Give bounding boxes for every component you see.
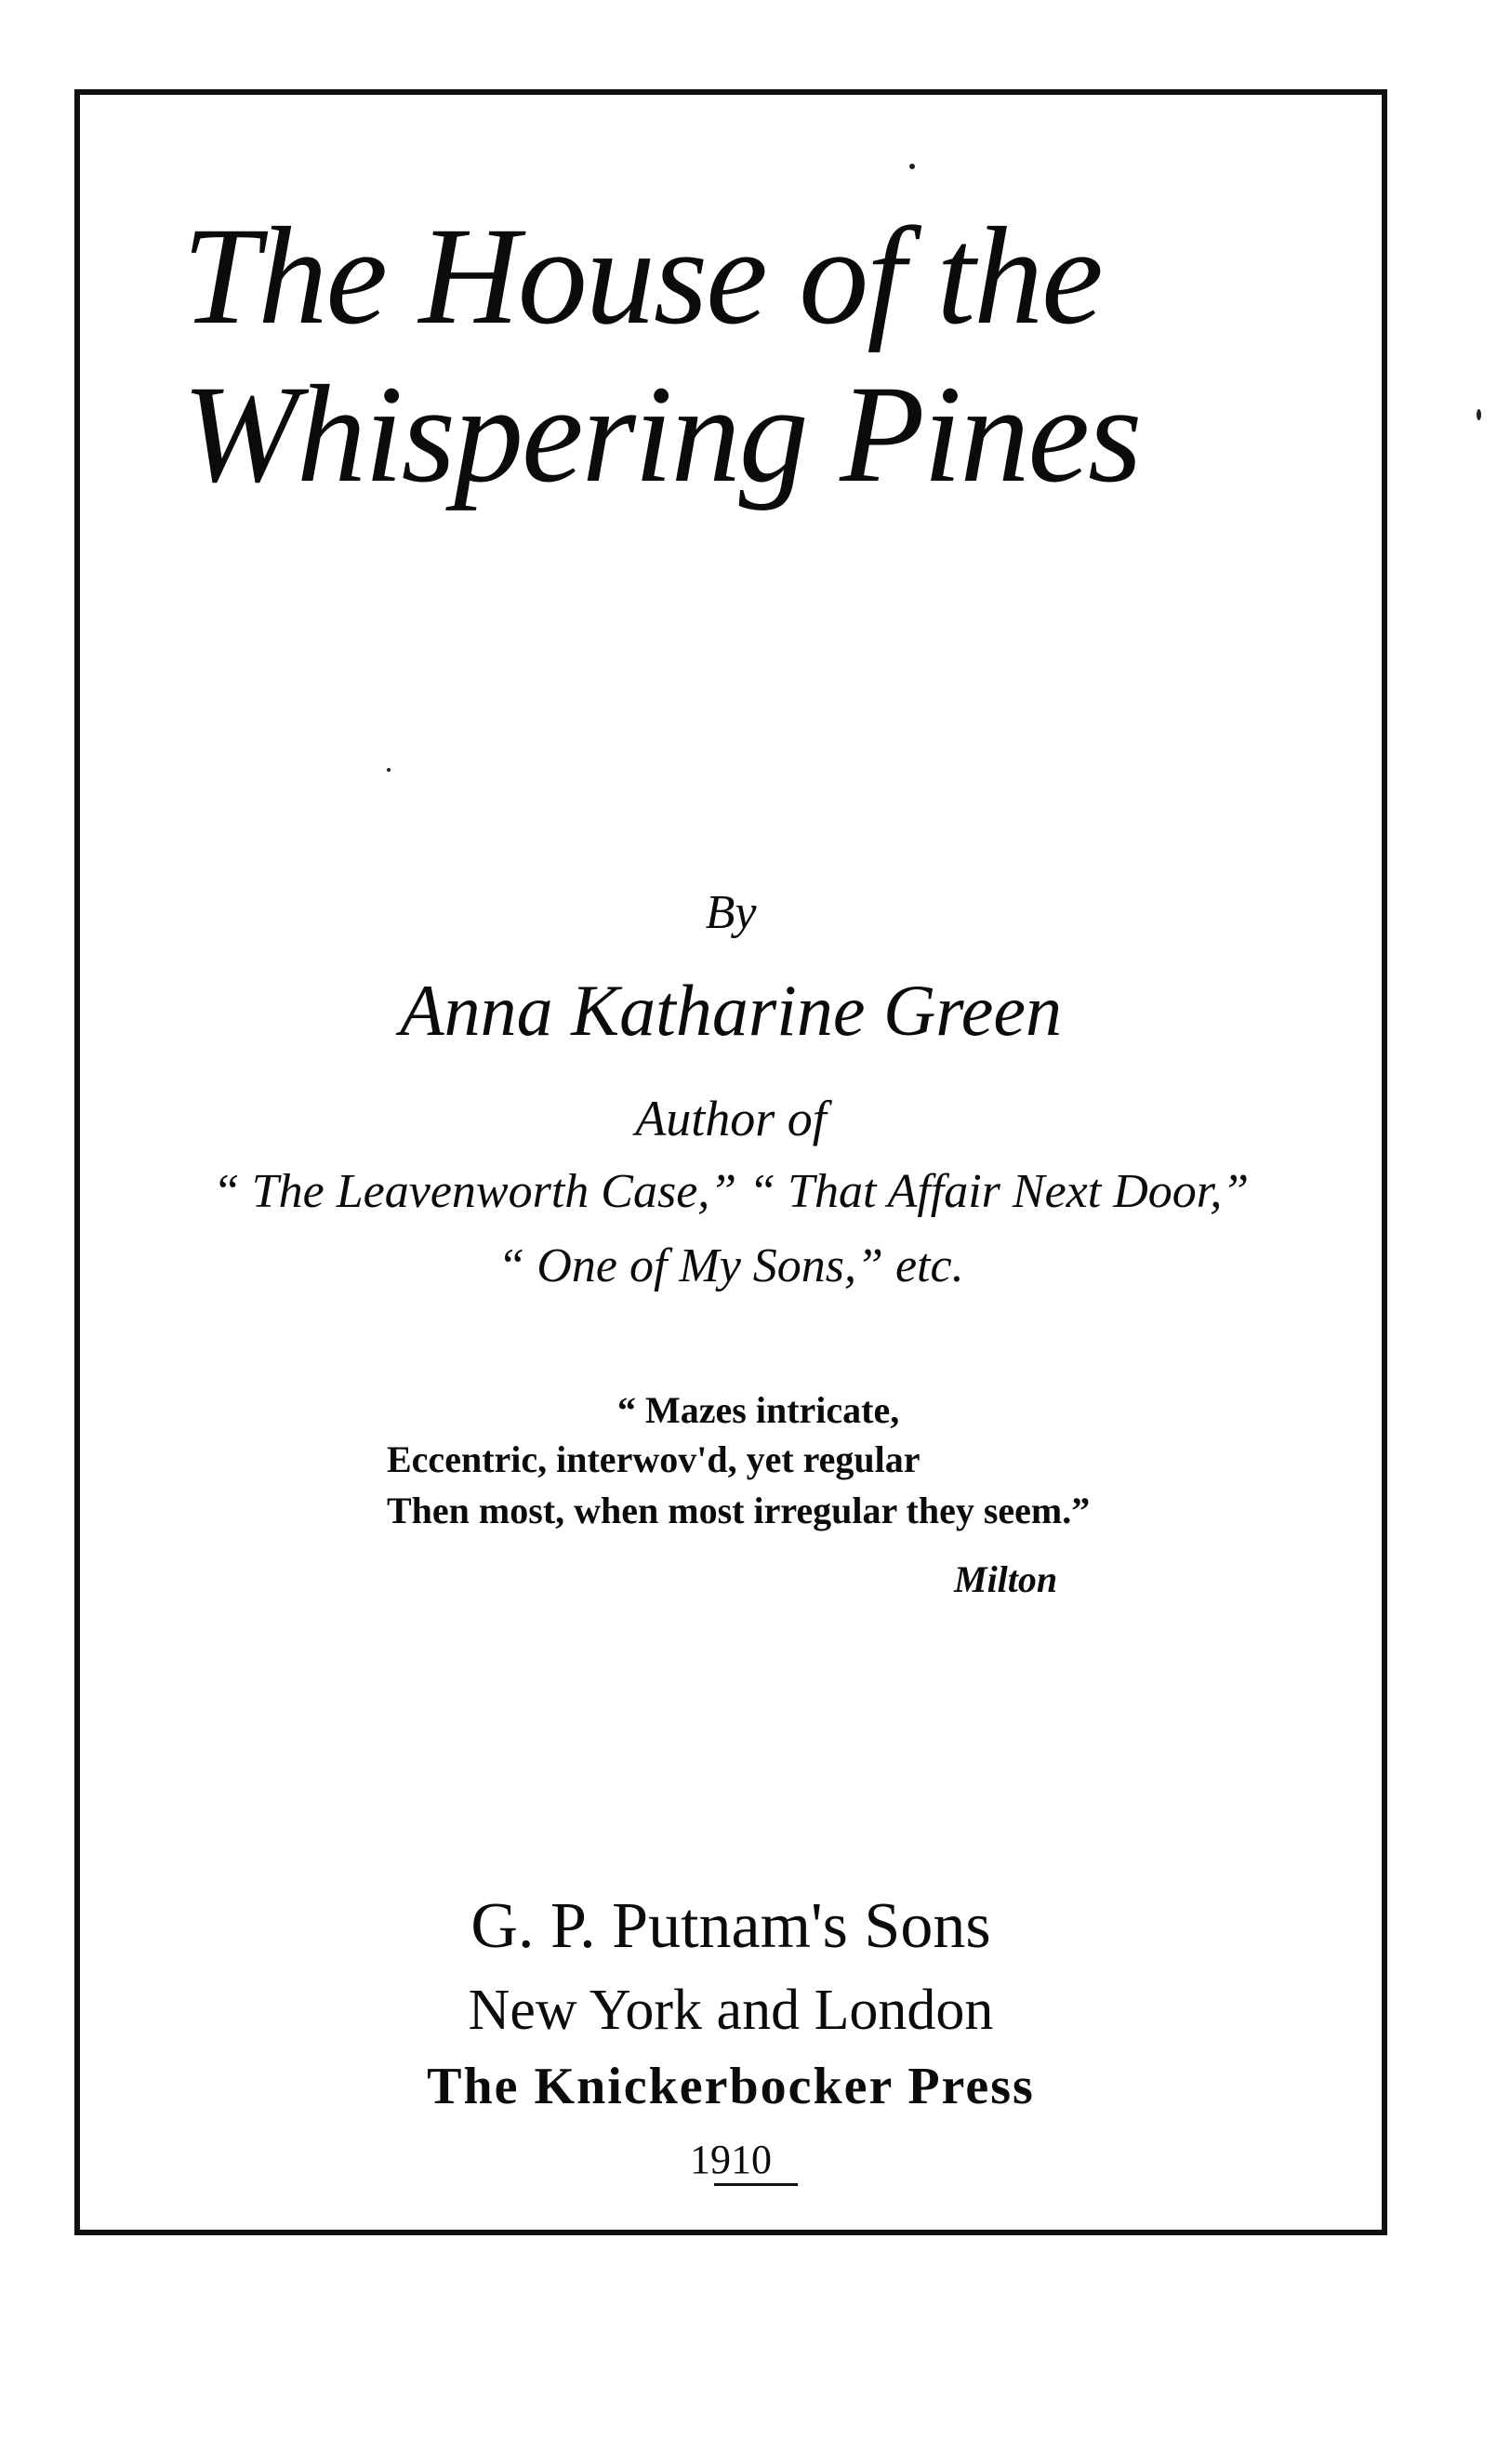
author-name: Anna Katharine Green xyxy=(399,970,1063,1051)
press-name: The Knickerbocker Press xyxy=(427,2058,1035,2115)
byline-by: By xyxy=(705,886,757,939)
previous-works-line-2: “ One of My Sons,” etc. xyxy=(497,1239,964,1292)
scan-speck xyxy=(909,164,915,169)
title-line-2: Whispering Pines xyxy=(182,357,1141,511)
scan-speck xyxy=(1477,409,1481,420)
title-page-border xyxy=(74,89,1387,2235)
publication-year: 1910 xyxy=(690,2137,772,2182)
title-line-1: The House of the xyxy=(182,199,1102,353)
year-underline xyxy=(714,2183,798,2186)
epigraph-line-2: Eccentric, interwov'd, yet regular xyxy=(387,1438,921,1480)
epigraph-attribution: Milton xyxy=(954,1558,1058,1600)
scan-speck xyxy=(387,768,391,772)
publisher-place: New York and London xyxy=(468,1979,994,2042)
publisher-name: G. P. Putnam's Sons xyxy=(470,1890,991,1962)
previous-works-line-1: “ The Leavenworth Case,” “ That Affair Next Door,” xyxy=(212,1165,1250,1218)
epigraph-line-1: “ Mazes intricate, xyxy=(617,1389,900,1431)
epigraph-line-3: Then most, when most irregular they seem.” xyxy=(387,1490,1091,1531)
author-of-label: Author of xyxy=(635,1091,827,1146)
